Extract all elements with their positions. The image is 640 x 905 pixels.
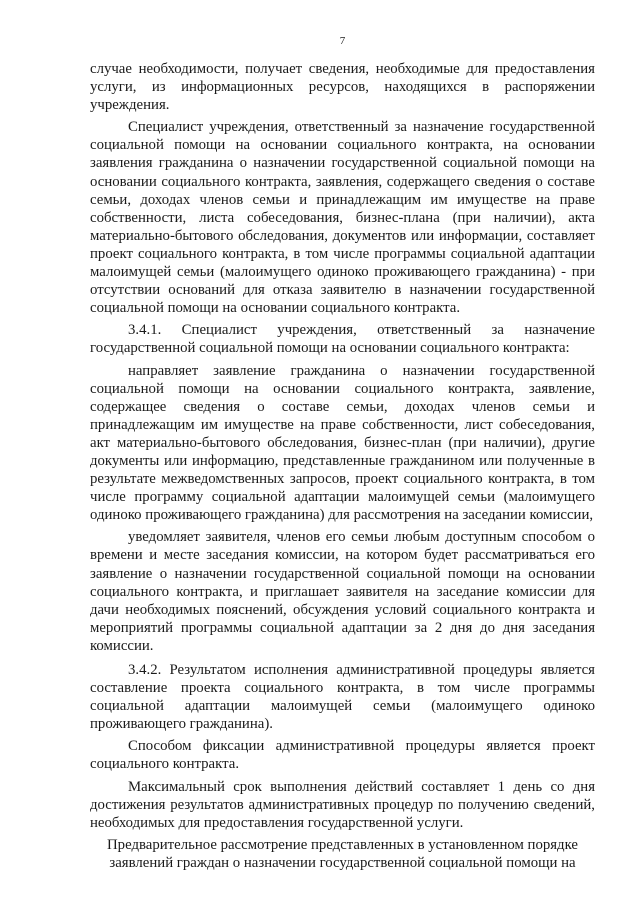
paragraph-continuation: случае необходимости, получает сведения, необходимые для предоставления услуги, из информационных ресурсов, находящихся в распоряжении учреждения. bbox=[90, 61, 595, 114]
page-number: 7 bbox=[339, 35, 346, 47]
paragraph-specialist-duties: Специалист учреждения, ответственный за назначение государственной социальной помощи на основании социального контракта, на основании заявления гражданина о назначении государственной социальной помощи на основании социального контракта, заявления, содержащего сведения о составе семьи, доходах членов семьи и принадлежащим им имуществе на праве собственности, листа собеседования, бизнес-плана (при наличии), акта материально-бытового обследования, документов или информации, составляет проект социального контракта, в том числе программы социальной адаптации малоимущей семьи (малоимущего одиноко проживающего гражданина) - при отсутствии оснований для отказа заявителю в назначении государственной социальной помощи на основании социального контракта. bbox=[90, 119, 595, 317]
paragraph-notifies-applicant: уведомляет заявителя, членов его семьи любым доступным способом о времени и месте заседания комиссии, на котором будет рассматриваться его заявление о назначении государственной социальной помощи на основании социального контракта, и приглашает заявителя на заседание комиссии для дачи необходимых пояснений, обсуждения условий социального контракта и мероприятий программы социальной адаптации за 2 дня до дня заседания комиссии. bbox=[90, 529, 595, 654]
paragraph-fixation-method: Способом фиксации административной процедуры является проект социального контракта. bbox=[90, 738, 595, 773]
paragraph-sends-application: направляет заявление гражданина о назначении государственной социальной помощи на основании социального контракта, заявление, содержащее сведения о составе семьи, доходах членов семьи и принадлежащим им имуществе на праве собственности, лист собеседования, акт материально-бытового обследования, бизнес-план (при наличии), другие документы или информацию, представленные гражданином или полученные в результате межведомственных запросов, проект социального контракта, в том числе программу социальной адаптации малоимущей семьи (малоимущего одиноко проживающего гражданина) для рассмотрения на заседании комиссии, bbox=[90, 362, 595, 524]
paragraph-3-4-1: 3.4.1. Специалист учреждения, ответственный за назначение государственной социальной помощи на основании социального контракта: bbox=[90, 322, 595, 357]
document-page bbox=[90, 34, 595, 872]
paragraph-3-4-2: 3.4.2. Результатом исполнения административной процедуры является составление проекта социального контракта, в том числе программы социальной адаптации малоимущей семьи (малоимущего одиноко проживающего гражданина). bbox=[90, 662, 595, 733]
paragraph-max-term: Максимальный срок выполнения действий составляет 1 день со дня достижения результатов административных процедур по получению сведений, необходимых для предоставления государственной услуги. bbox=[90, 778, 595, 831]
section-heading: Предварительное рассмотрение представленных в установленном порядке заявлений граждан о назначении государственной социальной помощи на bbox=[107, 836, 578, 871]
